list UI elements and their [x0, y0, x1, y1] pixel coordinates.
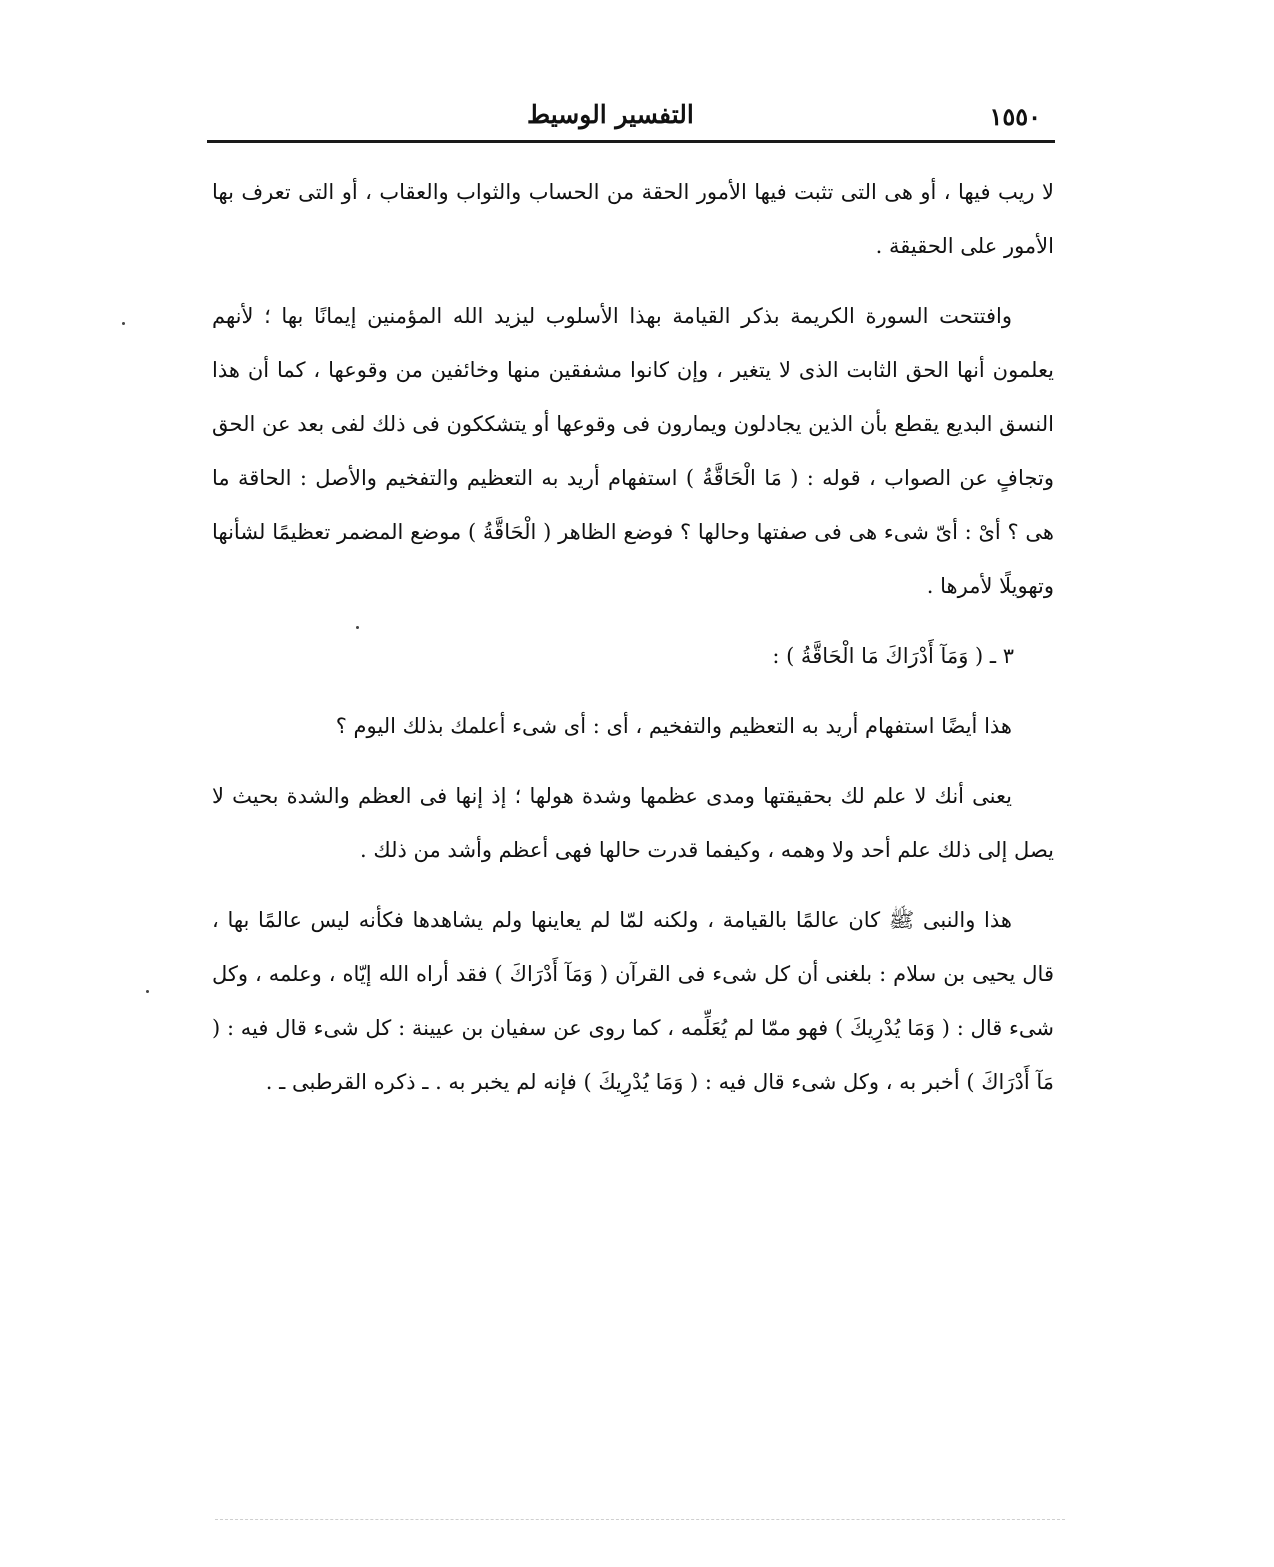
running-title: التفسير الوسيط: [527, 100, 694, 129]
paragraph-2: وافتتحت السورة الكريمة بذكر القيامة بهذا الأسلوب ليزيد الله المؤمنين إيمانًا بها ؛ لأنهم يعلمون أنها الحق الثابت الذى لا يتغير ، وإن كانوا مشفقين منها وخائفين من وقوعها ، كما أن هذا النسق البديع يقطع بأن الذين يجادلون ويمارون فى وقوعها أو يتشككون فى ذلك لفى بعد عن الحق وتجافٍ عن الصواب ، قوله : ( مَا الْحَاقَّةُ ) استفهام أريد به التعظيم والتفخيم والأصل : الحاقة ما هى ؟ أىْ : أىّ شىء هى فى صفتها وحالها ؟ فوضع الظاهر ( الْحَاقَّةُ ) موضع المضمر تعظيمًا لشأنها وتهويلًا لأمرها .: [212, 304, 1054, 598]
scan-speck: [122, 322, 125, 325]
header-rule: [207, 140, 1055, 143]
page-body: [212, 165, 1054, 1125]
scan-speck: [356, 626, 359, 629]
page-header: [207, 98, 1053, 138]
verse-heading: ٣ ـ ( وَمَآ أَدْرَاكَ مَا الْحَاقَّةُ ) :: [772, 644, 1014, 668]
paragraph-5: هذا والنبى ﷺ كان عالمًا بالقيامة ، ولكنه لمّا لم يعاينها ولم يشاهدها فكأنه ليس عالمًا بها ، قال يحيى بن سلام : بلغنى أن كل شىء فى القرآن ( وَمَآ أَدْرَاكَ ) فقد أراه الله إيّاه ، وعلمه ، وكل شىء قال : ( وَمَا يُدْرِيكَ ) فهو ممّا لم يُعَلِّمه ، كما روى عن سفيان بن عيينة : كل شىء قال فيه : ( مَآ أَدْرَاكَ ) أخبر به ، وكل شىء قال فيه : ( وَمَا يُدْرِيكَ ) فإنه لم يخبر به . ـ ذكره القرطبى ـ .: [212, 908, 1054, 1094]
page-number: ١٥٥٠: [989, 102, 1041, 131]
scan-speck: [146, 990, 149, 993]
scan-edge-rule: [215, 1519, 1065, 1520]
paragraph-4: يعنى أنك لا علم لك بحقيقتها ومدى عظمها وشدة هولها ؛ إذ إنها فى العظم والشدة بحيث لا يصل إلى ذلك علم أحد ولا وهمه ، وكيفما قدرت حالها فهى أعظم وأشد من ذلك .: [212, 784, 1054, 862]
paragraph-1: لا ريب فيها ، أو هى التى تثبت فيها الأمور الحقة من الحساب والثواب والعقاب ، أو التى تعرف بها الأمور على الحقيقة .: [212, 180, 1054, 258]
paragraph-3: هذا أيضًا استفهام أريد به التعظيم والتفخيم ، أى : أى شىء أعلمك بذلك اليوم ؟: [335, 714, 1012, 738]
